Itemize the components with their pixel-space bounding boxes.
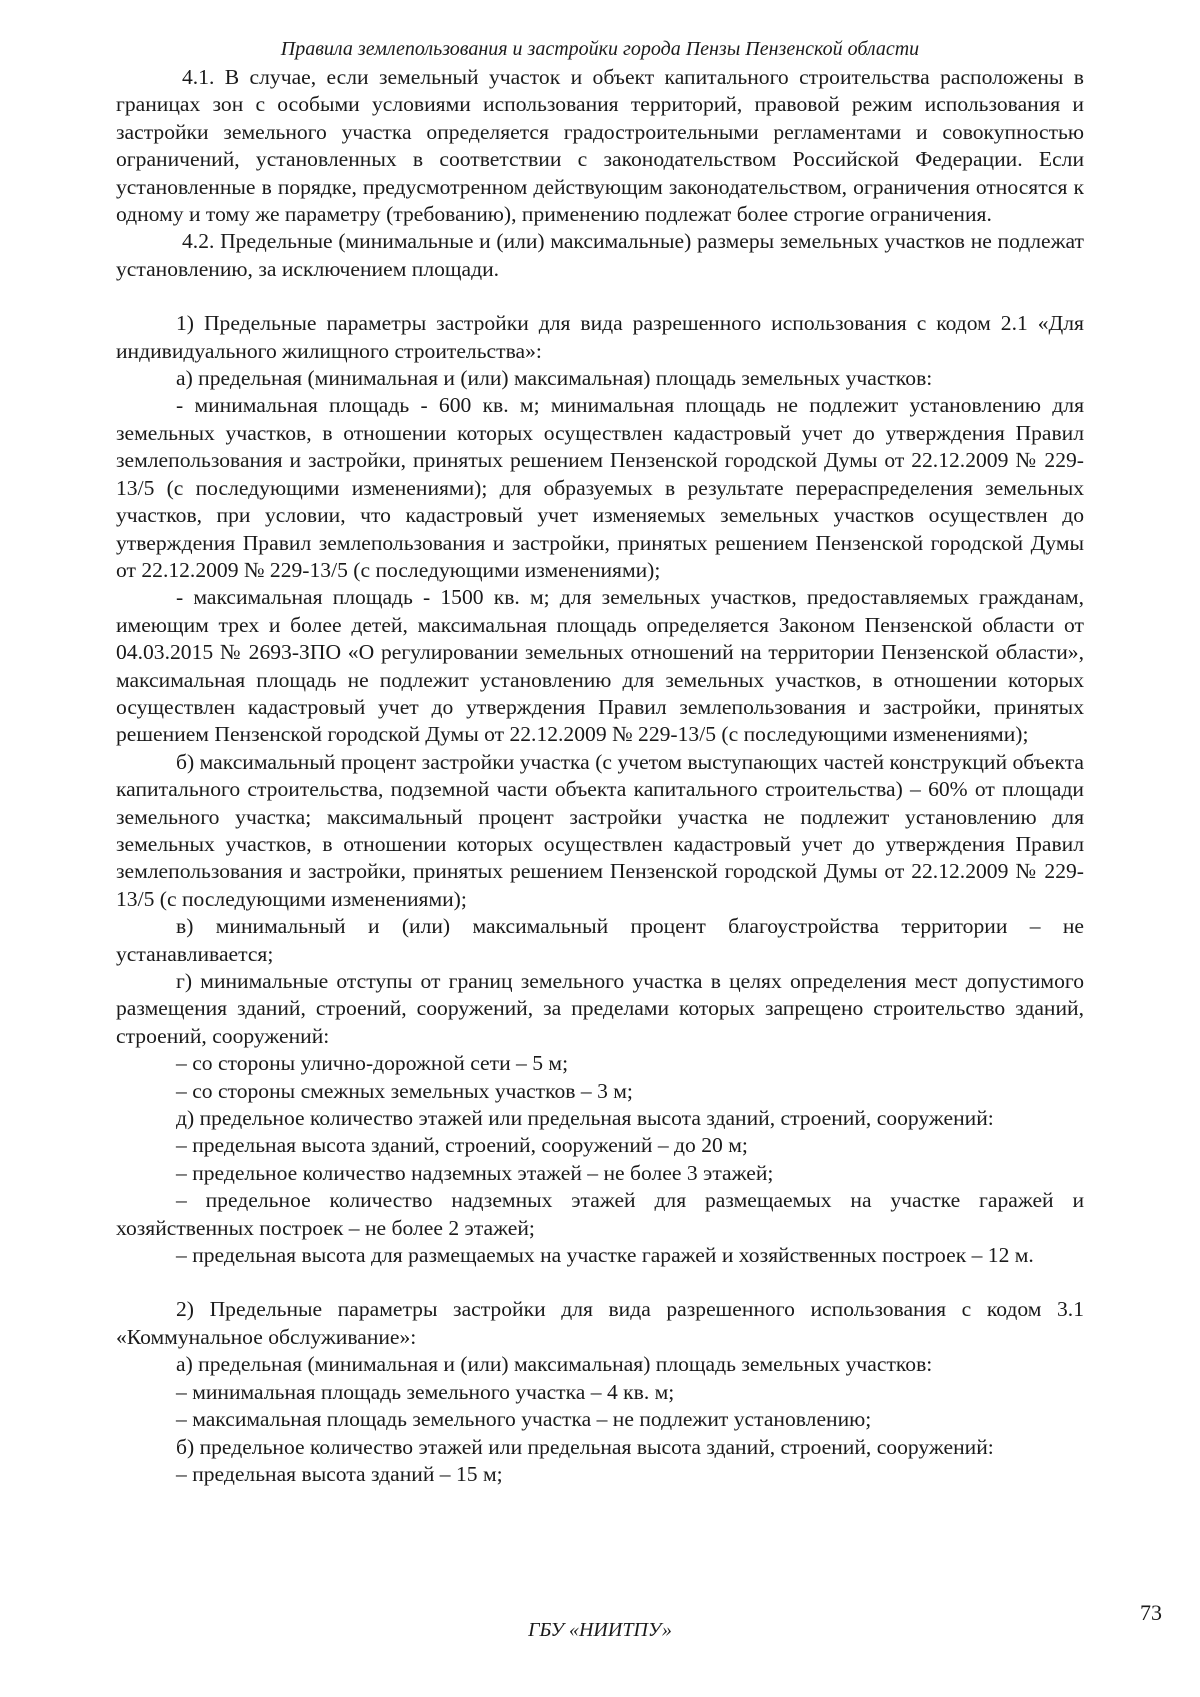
paragraph-item-1-v: в) минимальный и (или) максимальный процент благоустройства территории – не устанавливается;: [116, 914, 1084, 966]
running-header: Правила землепользования и застройки города Пензы Пензенской области: [280, 38, 920, 60]
paragraph-item-1-heading: 1) Предельные параметры застройки для вида разрешенного использования с кодом 2.1 «Для индивидуального жилищного строительства»:: [116, 311, 1084, 363]
paragraph-4-2: 4.2. Предельные (минимальные и (или) максимальные) размеры земельных участков не подлежат установлению, за исключением площади.: [116, 229, 1084, 281]
paragraph-item-1-b: б) максимальный процент застройки участка (с учетом выступающих частей конструкций объекта капитального строительства, подземной части объекта капитального строительства) – 60% от площади земельного участка; максимальный процент застройки участка не подлежит установлению для земельных участков, в отношении которых осуществлен кадастровый учет до утверждения Правил землепользования и застройки, принятых решением Пензенской городской Думы от 22.12.2009 № 229-13/5 (с последующими изменениями);: [116, 749, 1084, 911]
paragraph-item-1-d-garage-floors: – предельное количество надземных этажей для размещаемых на участке гаражей и хозяйственных построек – не более 2 этажей;: [116, 1188, 1084, 1240]
paragraph-item-1-g-road: – со стороны улично-дорожной сети – 5 м;: [176, 1051, 569, 1076]
paragraph-item-1-d: д) предельное количество этажей или предельная высота зданий, строений, сооружений:: [176, 1106, 994, 1131]
paragraph-item-2-b: б) предельное количество этажей или предельная высота зданий, строений, сооружений:: [176, 1434, 994, 1459]
paragraph-4-1: 4.1. В случае, если земельный участок и объект капитального строительства расположены в границах зон с особыми условиями использования территорий, правовой режим использования и застройки земельного участка определяется градостроительными регламентами и совокупностью ограничений, установленных в соответствии с законодательством Российской Федерации. Если установленные в порядке, предусмотренном действующим законодательством, ограничения относятся к одному и тому же параметру (требованию), применению подлежат более строгие ограничения.: [116, 65, 1084, 227]
paragraph-item-1-g: г) минимальные отступы от границ земельного участка в целях определения мест допустимого размещения зданий, строений, сооружений, за пределами которых запрещено строительство зданий, строений, сооружений:: [116, 969, 1084, 1048]
paragraph-item-2-b-height: – предельная высота зданий – 15 м;: [176, 1461, 503, 1486]
document-body: [116, 64, 1084, 1488]
paragraph-item-1-d-height: – предельная высота зданий, строений, сооружений – до 20 м;: [176, 1133, 748, 1158]
paragraph-item-2-heading: 2) Предельные параметры застройки для вида разрешенного использования с кодом 3.1 «Коммунальное обслуживание»:: [116, 1297, 1084, 1349]
footer-organization: ГБУ «НИИТПУ»: [528, 1619, 672, 1641]
paragraph-item-2-a: а) предельная (минимальная и (или) максимальная) площадь земельных участков:: [176, 1352, 933, 1377]
paragraph-item-1-a-max: - максимальная площадь - 1500 кв. м; для земельных участков, предоставляемых гражданам, имеющим трех и более детей, максимальная площадь определяется Законом Пензенской области от 04.03.2015 № 2693-ЗПО «О регулировании земельных отношений на территории Пензенской области», максимальная площадь не подлежит установлению для земельных участков, в отношении которых осуществлен кадастровый учет до утверждения Правил землепользования и застройки, принятых решением Пензенской городской Думы от 22.12.2009 № 229-13/5 (с последующими изменениями);: [116, 585, 1084, 747]
paragraph-item-2-a-min: – минимальная площадь земельного участка – 4 кв. м;: [176, 1379, 675, 1404]
paragraph-item-2-a-max: – максимальная площадь земельного участка – не подлежит установлению;: [176, 1407, 872, 1432]
paragraph-item-1-g-adjacent: – со стороны смежных земельных участков – 3 м;: [176, 1078, 633, 1103]
page-number: 73: [1140, 1600, 1162, 1625]
paragraph-item-1-d-garage-height: – предельная высота для размещаемых на участке гаражей и хозяйственных построек – 12 м.: [176, 1243, 1034, 1268]
paragraph-item-1-a: а) предельная (минимальная и (или) максимальная) площадь земельных участков:: [176, 366, 933, 391]
paragraph-item-1-a-min: - минимальная площадь - 600 кв. м; минимальная площадь не подлежит установлению для земельных участков, в отношении которых осуществлен кадастровый учет до утверждения Правил землепользования и застройки, принятых решением Пензенской городской Думы от 22.12.2009 № 229-13/5 (с последующими изменениями); для образуемых в результате перераспределения земельных участков, при условии, что кадастровый учет изменяемых земельных участков осуществлен до утверждения Правил землепользования и застройки, принятых решением Пензенской городской Думы от 22.12.2009 № 229-13/5 (с последующими изменениями);: [116, 393, 1084, 582]
paragraph-item-1-d-floors: – предельное количество надземных этажей – не более 3 этажей;: [176, 1160, 774, 1185]
